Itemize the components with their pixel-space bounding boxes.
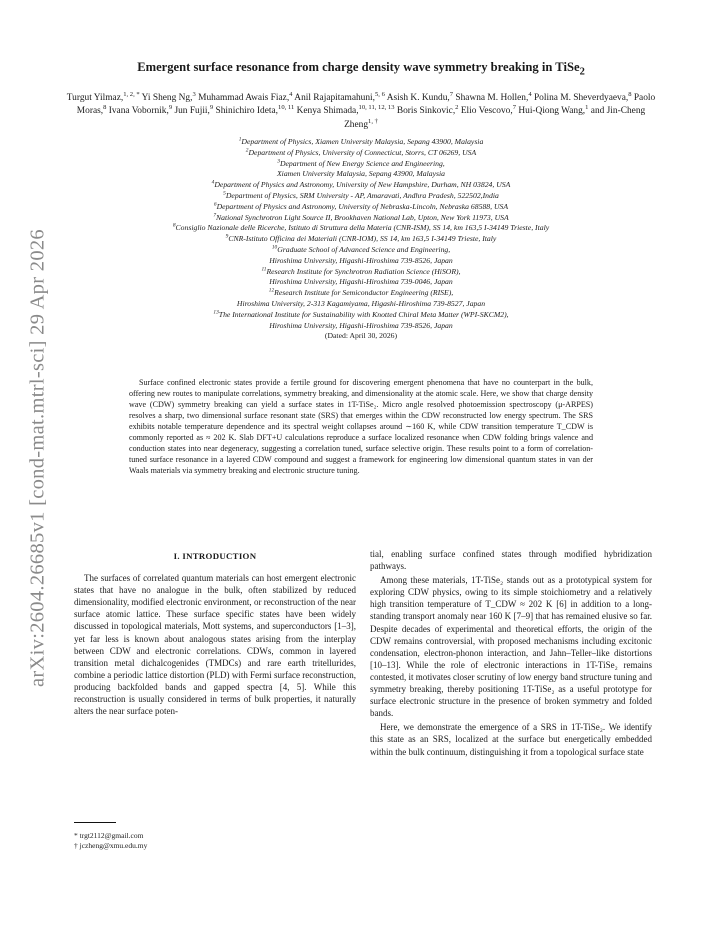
affiliation-number: 11 bbox=[261, 266, 267, 272]
author-affiliation-mark: 4 bbox=[289, 90, 293, 98]
author-name: Turgut Yilmaz, bbox=[66, 93, 124, 103]
affiliation-number: 8 bbox=[172, 222, 176, 229]
abstract: Surface confined electronic states provide a fertile ground for discovering emergent phenomena that have no counterpart in the bulk, offering new routes to manipulate correlations, symmetry breaking, and dimensionality at the atomic scale. Here, we show that charge density wave (CDW) symmetry breaking can yield a surface states in 1T-TiSe₂. Micro angle resolved photoemission spectroscopy (μ-ARPES) resolves a sharp, two dimensional surface resonant state (SRS) that emerges within the CDW reconstructed low energy spectrum. The SRS exhibits notable temperature dependence and its spectral weight collapses around ∼160 K, while CDW transition temperature T_CDW is commonly reported as ≈ 202 K. Slab DFT+U calculations reproduce a surface localized resonance when CDW folding brings valence and conduction states into near degeneracy, suggesting a correlation tuned, surface selective origin. These results point to a form of correlation-tuned surface resonance in a layered CDW compound and suggest a framework for engineering low dimensional quantum states in van der Waals materials via symmetry breaking and electronic structure tuning. bbox=[129, 378, 593, 475]
arxiv-identifier-stamp bbox=[22, 218, 54, 698]
author-name: Shawna M. Hollen, bbox=[455, 93, 529, 103]
affiliation-number: 5 bbox=[223, 190, 226, 197]
author-affiliation-mark: 5, 6 bbox=[375, 90, 385, 98]
intro-paragraph: tial, enabling surface confined states through modified hybridization pathways. bbox=[370, 549, 652, 572]
affiliation-number: 1 bbox=[238, 136, 242, 143]
intro-paragraph-1: The surfaces of correlated quantum materials can host emergent electronic states that have no analogue in the bulk, often stabilized by reduced dimensionality, modified electronic environment, or reconstruction of the near surface atomic lattice. These surface specific states have been widely discussed in topological materials, Mott systems, and superconductors [1–3], yet far less is known about analogous states arising from the interplay between CDW and electronic correlations. CDWs, common in layered transition metal dichalcogenides (TMDCs) and rare earth tritellurides, combine a periodic lattice distortion (PLD) with Fermi surface reconstruction, producing backfolded bands and gapped spectra [4, 5]. While this reconstruction is usually considered in terms of bulk properties, it naturally alters the near surface poten- bbox=[74, 573, 356, 717]
author-name: Shinichiro Ideta, bbox=[215, 106, 279, 117]
affiliation-number: 2 bbox=[245, 147, 249, 154]
intro-paragraph: Among these materials, 1T-TiSe₂ stands out as a prototypical system for exploring CDW physics, owing to its simple stoichiometry and a relatively high transition temperature of T_CDW ≈ 202 K [6] in addition to a long-standing transport anomaly near 160 K [7–9] that has remained elusive so far. Despite decades of experimental and theoretical efforts, the origin of the CDW remains controversial, with proposed mechanisms including excitonic condensation, electron-phonon interaction, and Jahn–Teller–like distortions [10–13]. While the role of electronic interactions in 1T-TiSe₂ remains contested, it motivates closer scrutiny of low energy band structure tuning and symmetry breaking, thereby positioning 1T-TiSe₂ as a useful prototype for surface electronic structure in the presence of broken symmetry and folded bands. bbox=[370, 575, 652, 719]
affiliation-line: $^5$Department of Physics, SRM University - AP, Amaravati, Andhra Pradesh, 522502,India bbox=[223, 190, 499, 200]
affiliation-number: 7 bbox=[213, 212, 216, 219]
affiliation-number: 3 bbox=[277, 158, 280, 165]
intro-paragraph: Here, we demonstrate the emergence of a SRS in 1T-TiSe₂. We identify this state as an SRS, localized at the surface but energetically embedded within the bulk continuum, distinguishing it from a topological surface state bbox=[370, 722, 652, 757]
author-affiliation-mark: 1, † bbox=[368, 117, 378, 125]
affiliation-list bbox=[66, 137, 656, 342]
footnote-rule bbox=[74, 822, 116, 823]
arxiv-stamp-text: arXiv:2604.26685v1 [cond-mat.mtrl-sci] 29 Apr 2026 bbox=[26, 229, 49, 687]
author-affiliation-mark: 1 bbox=[585, 104, 589, 112]
author-name: Jun Fujii, bbox=[174, 106, 210, 117]
author-name: Elio Vescovo, bbox=[460, 106, 513, 117]
author-name: Asish K. Kundu, bbox=[386, 93, 450, 103]
author-name: Polina M. Sheverdyaeva, bbox=[533, 93, 629, 103]
affiliation-number: 13 bbox=[213, 309, 219, 316]
author-name: Hui-Qiong Wang, bbox=[518, 106, 586, 117]
affiliation-number: 12 bbox=[268, 287, 275, 294]
author-name: Kenya Shimada, bbox=[296, 106, 359, 117]
author-name: Ivana Vobornik, bbox=[108, 106, 169, 117]
affiliation-line: $^7$National Synchrotron Light Source II, Brookhaven National Lab, Upton, New York 11973, USA bbox=[213, 212, 509, 222]
affiliation-line: $^1$Department of Physics, Xiamen University Malaysia, Sepang 43900, Malaysia bbox=[238, 136, 484, 146]
author-list bbox=[66, 92, 656, 132]
author-affiliation-mark: 9 bbox=[168, 104, 173, 112]
author-affiliation-mark: 4 bbox=[528, 90, 532, 98]
right-column bbox=[370, 548, 652, 758]
author-affiliation-mark: 8 bbox=[103, 104, 107, 112]
author-name: Muhammad Awais Fiaz, bbox=[198, 93, 290, 103]
footnote-email[interactable]: * trgt2112@gmail.com bbox=[74, 831, 144, 840]
affiliation-line: $^2$Department of Physics, University of Connecticut, Storrs, CT 06269, USA bbox=[245, 147, 477, 157]
affiliation-line: Xiamen University Malaysia, Sepang 43900, Malaysia bbox=[276, 169, 446, 179]
affiliation-number: 9 bbox=[225, 233, 229, 240]
affiliation-line: $^{13}$The International Institute for Sustainability with Knotted Chiral Meta Matter (WPI-SKCM2), bbox=[213, 309, 509, 319]
author-name: Yi Sheng Ng, bbox=[141, 93, 193, 103]
author-affiliation-mark: 1, 2, * bbox=[123, 90, 140, 98]
dated-line: (Dated: April 30, 2026) bbox=[324, 331, 398, 341]
affiliation-line: Hiroshima University, Higashi-Hiroshima 739-8526, Japan bbox=[269, 320, 453, 330]
author-affiliation-mark: 8 bbox=[628, 90, 632, 98]
author-affiliation-mark: 7 bbox=[449, 90, 454, 98]
affiliation-number: 10 bbox=[271, 244, 278, 251]
left-column bbox=[74, 548, 356, 717]
affiliation-number: 4 bbox=[211, 179, 215, 186]
footnotes bbox=[74, 822, 356, 852]
affiliation-line: $^{12}$Research Institute for Semiconductor Engineering (RISE), bbox=[268, 287, 454, 298]
affiliation-line: Hiroshima University, Higashi-Hiroshima 739-8526, Japan bbox=[269, 255, 453, 265]
affiliation-number: 6 bbox=[213, 201, 217, 208]
paper-title bbox=[66, 60, 656, 78]
author-name: and Jin-Cheng Zheng bbox=[344, 106, 646, 130]
author-name: Paolo Moras, bbox=[76, 93, 656, 117]
author-affiliation-mark: 7 bbox=[512, 104, 517, 112]
affiliation-line: $^4$Department of Physics and Astronomy, University of New Hampshire, Durham, NH 03824, USA bbox=[211, 179, 511, 190]
author-name: Anil Rajapitamahuni, bbox=[294, 93, 376, 103]
paper-title-text: Emergent surface resonance from charge density wave symmetry breaking in TiSe bbox=[137, 60, 580, 74]
author-affiliation-mark: 2 bbox=[455, 104, 459, 112]
author-name: Boris Sinkovic, bbox=[396, 106, 456, 117]
affiliation-line: $^8$Consiglio Nazionale delle Ricerche, Istituto di Struttura della Materia (CNR-ISM), SS 14, km 163,5 I-34149 Trieste, Italy bbox=[172, 222, 550, 233]
affiliation-line: Hiroshima University, 2-313 Kagamiyama, Higashi-Hiroshima 739-8527, Japan bbox=[236, 298, 486, 308]
paper-title-subscript: 2 bbox=[579, 66, 585, 78]
affiliation-line: Hiroshima University, Higashi-Hiroshima 739-0046, Japan bbox=[269, 277, 453, 287]
author-affiliation-mark: 10, 11 bbox=[278, 104, 295, 112]
affiliation-line: $^9$CNR-Istituto Officina dei Materiali (CNR-IOM), SS 14, km 163,5 I-34149 Trieste, Italy bbox=[225, 233, 497, 244]
affiliation-line: $^3$Department of New Energy Science and Engineering, bbox=[277, 158, 445, 168]
affiliation-line: $^{10}$Graduate School of Advanced Science and Engineering, bbox=[271, 244, 451, 254]
author-affiliation-mark: 9 bbox=[209, 104, 214, 112]
section-heading: I. INTRODUCTION bbox=[173, 551, 257, 561]
author-affiliation-mark: 3 bbox=[192, 90, 196, 98]
footnote-email[interactable]: † jczheng@xmu.edu.my bbox=[74, 841, 148, 851]
author-affiliation-mark: 10, 11, 12, 13 bbox=[358, 104, 395, 112]
affiliation-line: $^6$Department of Physics and Astronomy, University of Nebraska-Lincoln, Nebraska 68588, USA bbox=[213, 201, 509, 211]
affiliation-line: $^{11}$Research Institute for Synchrotron Radiation Science (HiSOR), bbox=[261, 266, 461, 276]
